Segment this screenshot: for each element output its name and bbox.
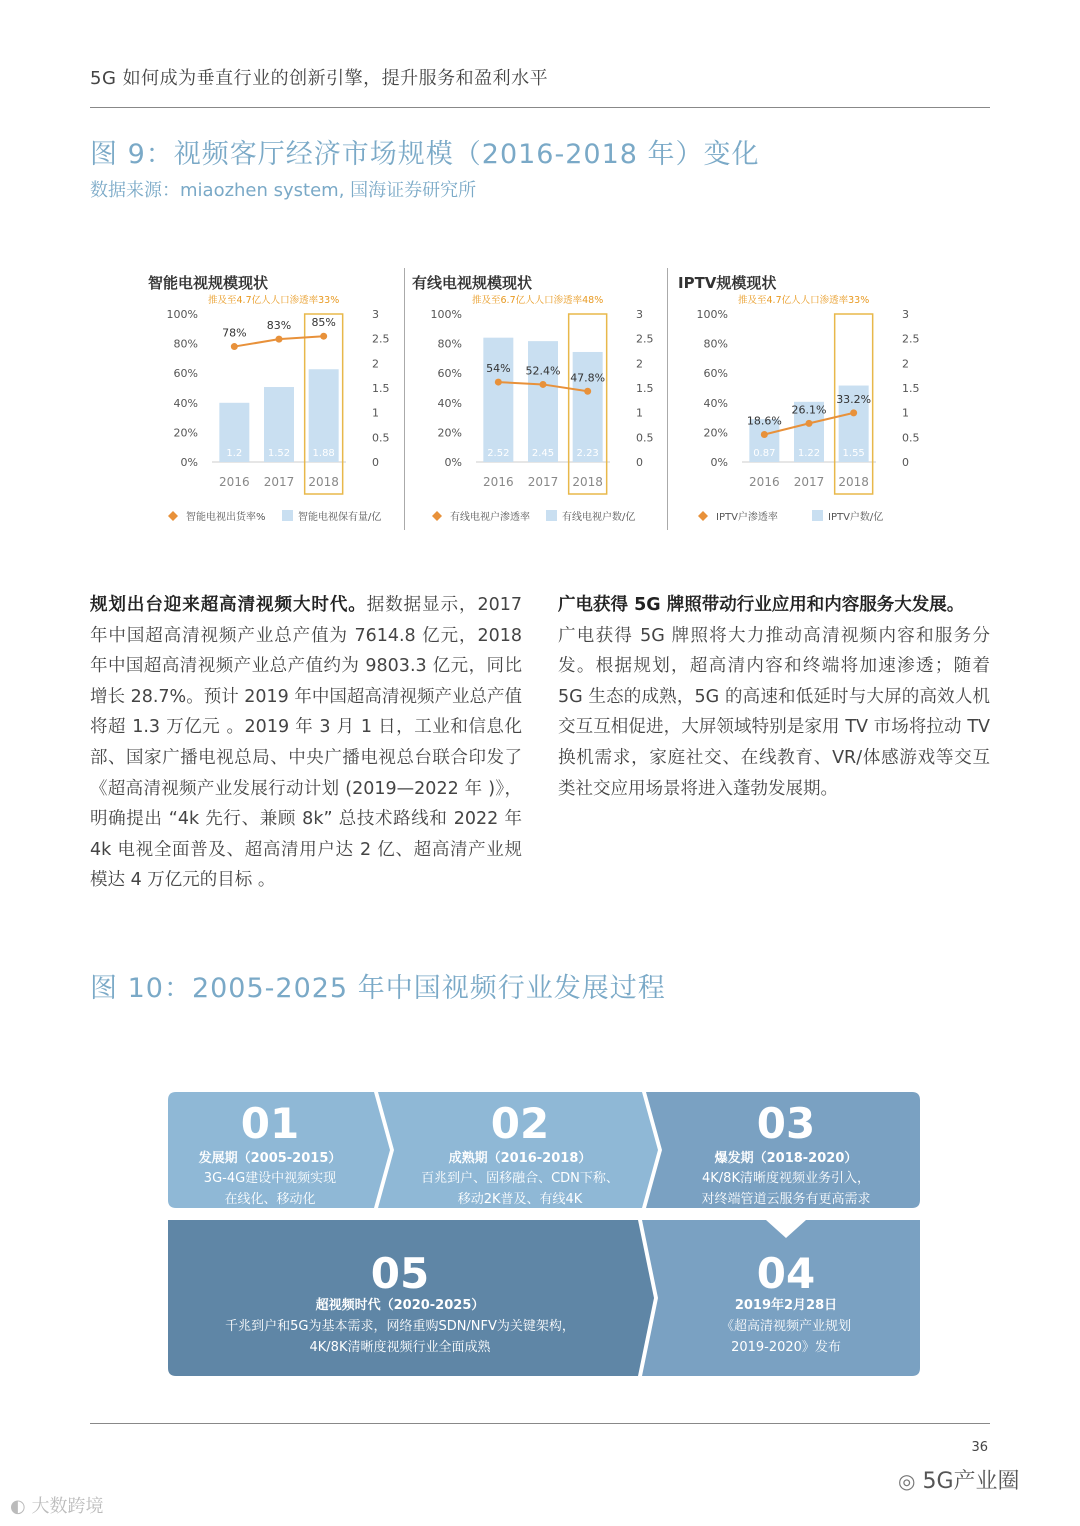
x-tick-label: 2016 xyxy=(219,475,250,489)
stage-05-heading: 超视频时代（2020-2025） xyxy=(315,1298,485,1313)
chart-title: 有线电视规模现状 xyxy=(412,274,533,292)
stage-05-line: 4K/8K清晰度视频行业全面成熟 xyxy=(309,1340,491,1355)
chart-title: IPTV规模现状 xyxy=(678,274,777,292)
bar-value-label: 0.87 xyxy=(753,448,776,459)
stage-05-number: 05 xyxy=(370,1249,430,1298)
chart-svg xyxy=(146,262,406,532)
line-point xyxy=(320,333,327,340)
legend-line-marker xyxy=(698,511,708,521)
left-axis-tick: 20% xyxy=(173,426,198,440)
bar-value-label: 1.2 xyxy=(226,448,243,459)
line-value-label: 18.6% xyxy=(746,414,782,428)
stage-01-heading: 发展期（2005-2015） xyxy=(198,1151,342,1166)
header-divider xyxy=(90,107,990,108)
left-axis-tick: 80% xyxy=(703,337,728,351)
left-axis-tick: 40% xyxy=(437,396,462,410)
chart-divider xyxy=(404,268,405,530)
stage-02-line: 移动2K普及、有线4K xyxy=(457,1192,583,1207)
chart-note: 推及至6.7亿人人口渗透率48% xyxy=(472,295,604,306)
right-axis-tick: 0 xyxy=(372,456,379,469)
line-point xyxy=(231,343,238,350)
paragraph-right xyxy=(558,590,990,804)
right-axis-tick: 1.5 xyxy=(902,382,920,395)
bar-value-label: 1.52 xyxy=(267,448,291,459)
legend-label: 有线电视户渗透率 xyxy=(450,512,530,523)
paragraph-left-body: 据数据显示，2017 年中国超高清视频产业总产值为 7614.8 亿元，2018 年中国超高清视频产业总产值约为 9803.3 亿元，同比增长 28.7%。预计 2019 年中国超高清视频产业总产值将超 1.3 万亿元 。2019 年 3 月 1 日，工业和信息化部、国家广播电视总局、中央广播电视总台联合印发了《超高清视频产业发展行动计划 (2019—2022 年 )》，明确提出 “4k 先行、兼顾 8k” 总技术路线和 2022 年 4k 电视全面普及、超高清用户达 2 亿、超高清产业规模达 4 万亿元的目标 。 xyxy=(90,595,523,891)
line-value-label: 78% xyxy=(222,326,247,340)
stage-03-line: 对终端管道云服务有更高需求 xyxy=(701,1192,871,1207)
bar xyxy=(528,341,558,462)
legend-bar-marker xyxy=(282,510,293,521)
left-axis-tick: 0% xyxy=(180,456,198,469)
legend-line-marker xyxy=(168,511,178,521)
x-tick-label: 2018 xyxy=(572,475,603,489)
left-axis-tick: 20% xyxy=(437,426,462,440)
left-axis-tick: 80% xyxy=(173,337,198,351)
right-axis-tick: 1.5 xyxy=(372,382,390,395)
watermark-right-text: 5G产业圈 xyxy=(922,1469,1020,1494)
bar xyxy=(573,352,603,462)
right-axis-tick: 2.5 xyxy=(636,332,654,346)
legend-bar-marker xyxy=(812,510,823,521)
chart-svg xyxy=(410,262,670,532)
paragraph-left-heading: 规划出台迎来超高清视频大时代。 xyxy=(90,595,367,615)
chart-smart-tv xyxy=(146,262,406,532)
line-point xyxy=(850,409,857,416)
bar-value-label: 2.23 xyxy=(576,448,599,459)
right-axis-tick: 0.5 xyxy=(372,431,390,445)
right-axis-tick: 2 xyxy=(372,357,379,371)
right-axis-tick: 1.5 xyxy=(636,382,654,395)
stage-01-line: 在线化、移动化 xyxy=(224,1192,316,1207)
right-axis-tick: 2 xyxy=(902,357,909,371)
legend-label: 有线电视户数/亿 xyxy=(562,512,636,523)
bar-value-label: 1.55 xyxy=(842,448,865,459)
stage-03-heading: 爆发期（2018-2020） xyxy=(714,1151,858,1166)
figure9-source: 数据来源：miaozhen system, 国海证券研究所 xyxy=(90,180,477,201)
chart-note: 推及至4.7亿人人口渗透率33% xyxy=(738,295,870,306)
right-axis-tick: 2.5 xyxy=(902,332,920,346)
x-tick-label: 2018 xyxy=(838,475,869,489)
right-axis-tick: 3 xyxy=(372,308,379,321)
wechat-icon: ◎ xyxy=(898,1469,916,1493)
left-axis-tick: 100% xyxy=(430,308,462,321)
x-tick-label: 2018 xyxy=(308,475,339,489)
x-tick-label: 2016 xyxy=(749,475,780,489)
left-axis-tick: 40% xyxy=(173,396,198,410)
bar-value-label: 1.22 xyxy=(797,448,821,459)
legend-label: 智能电视出货率% xyxy=(186,512,266,523)
chart-divider xyxy=(667,268,668,530)
paragraph-right-body: 广电获得 5G 牌照将大力推动高清视频内容和服务分发。根据规划，超高清内容和终端将加速渗透；随着 5G 生态的成熟，5G 的高速和低延时与大屏的高效人机交互互相促进，大屏领域特别是家用 TV 市场将拉动 TV换机需求，家庭社交、在线教育、VR/体感游戏等交互类社交应用场景将进入蓬勃发展期。 xyxy=(558,625,990,799)
line-point xyxy=(806,420,813,427)
stage-02-line: 百兆到户、固移融合、CDN下称、 xyxy=(421,1171,619,1186)
stage-04-heading: 2019年2月28日 xyxy=(734,1298,838,1313)
right-axis-tick: 0.5 xyxy=(636,431,654,445)
right-axis-tick: 3 xyxy=(636,308,643,321)
line-value-label: 85% xyxy=(311,316,336,330)
figure9-title: 图 9：视频客厅经济市场规模（2016-2018 年）变化 xyxy=(90,139,760,170)
legend-label: IPTV户数/亿 xyxy=(828,512,884,523)
left-axis-tick: 100% xyxy=(696,308,728,321)
right-axis-tick: 2.5 xyxy=(372,332,390,346)
line-point xyxy=(761,431,768,438)
line-value-label: 54% xyxy=(486,362,511,376)
right-axis-tick: 1 xyxy=(372,406,379,420)
chart-note: 推及至4.7亿人人口渗透率33% xyxy=(208,295,340,306)
line-point xyxy=(495,379,502,386)
line-point xyxy=(584,388,591,395)
stage-02-heading: 成熟期（2016-2018） xyxy=(448,1151,592,1166)
stage-03-number: 03 xyxy=(756,1099,816,1148)
right-axis-tick: 0 xyxy=(902,456,909,469)
stage-01-line: 3G-4G建设中视频实现 xyxy=(203,1171,337,1186)
right-axis-tick: 1 xyxy=(636,406,643,420)
timeline-diagram xyxy=(168,1092,920,1376)
watermark-left xyxy=(10,1492,103,1518)
paragraph-left xyxy=(90,590,522,896)
stage-05-line: 千兆到户和5G为基本需求，网络重购SDN/NFV为关键架构， xyxy=(225,1319,575,1334)
line-value-label: 47.8% xyxy=(570,371,606,385)
legend-bar-marker xyxy=(546,510,557,521)
stage-03-line: 4K/8K清晰度视频业务引入， xyxy=(702,1171,870,1186)
left-axis-tick: 60% xyxy=(437,367,462,381)
left-axis-tick: 20% xyxy=(703,426,728,440)
x-tick-label: 2017 xyxy=(527,475,559,489)
line-value-label: 33.2% xyxy=(836,392,872,406)
bar-value-label: 2.52 xyxy=(487,448,510,459)
legend-line-marker xyxy=(432,511,442,521)
figure10-title: 图 10：2005-2025 年中国视频行业发展过程 xyxy=(90,973,666,1004)
bar-value-label: 1.88 xyxy=(312,448,335,459)
x-tick-label: 2016 xyxy=(483,475,514,489)
line-value-label: 26.1% xyxy=(791,403,827,417)
stage-01-number: 01 xyxy=(240,1099,300,1148)
legend-label: IPTV户渗透率 xyxy=(716,512,778,523)
stage-04-line: 《超高清视频产业规划 xyxy=(720,1319,852,1334)
left-axis-tick: 80% xyxy=(437,337,462,351)
line-point xyxy=(540,381,547,388)
x-tick-label: 2017 xyxy=(793,475,825,489)
stage-04-line: 2019-2020》发布 xyxy=(731,1340,841,1355)
line-point xyxy=(276,336,283,343)
paragraph-right-heading: 广电获得 5G 牌照带动行业应用和内容服务大发展。 xyxy=(558,595,965,615)
stage-04-number: 04 xyxy=(756,1249,816,1298)
stage-02-number: 02 xyxy=(490,1099,550,1148)
x-tick-label: 2017 xyxy=(263,475,295,489)
footer-divider xyxy=(90,1423,990,1424)
chart-svg xyxy=(676,262,936,532)
chart-iptv xyxy=(676,262,936,532)
right-axis-tick: 1 xyxy=(902,406,909,420)
left-axis-tick: 100% xyxy=(166,308,198,321)
bar xyxy=(483,338,513,462)
line-value-label: 83% xyxy=(266,319,292,333)
right-axis-tick: 0 xyxy=(636,456,643,469)
bar-value-label: 2.45 xyxy=(531,448,555,459)
right-axis-tick: 2 xyxy=(636,357,643,371)
left-axis-tick: 60% xyxy=(703,367,728,381)
watermark-left-text: 大数跨境 xyxy=(31,1496,104,1517)
watermark-right xyxy=(898,1464,1020,1495)
right-axis-tick: 0.5 xyxy=(902,431,920,445)
chart-title: 智能电视规模现状 xyxy=(148,274,269,292)
watermark-logo-icon: ◐ xyxy=(10,1496,26,1517)
left-axis-tick: 60% xyxy=(173,367,198,381)
legend-label: 智能电视保有量/亿 xyxy=(298,512,382,523)
header-title: 5G 如何成为垂直行业的创新引擎，提升服务和盈利水平 xyxy=(90,68,549,89)
left-axis-tick: 40% xyxy=(703,396,728,410)
right-axis-tick: 3 xyxy=(902,308,909,321)
left-axis-tick: 0% xyxy=(444,456,462,469)
line-value-label: 52.4% xyxy=(525,364,561,378)
page-number: 36 xyxy=(971,1440,988,1455)
chart-cable-tv xyxy=(410,262,670,532)
left-axis-tick: 0% xyxy=(710,456,728,469)
